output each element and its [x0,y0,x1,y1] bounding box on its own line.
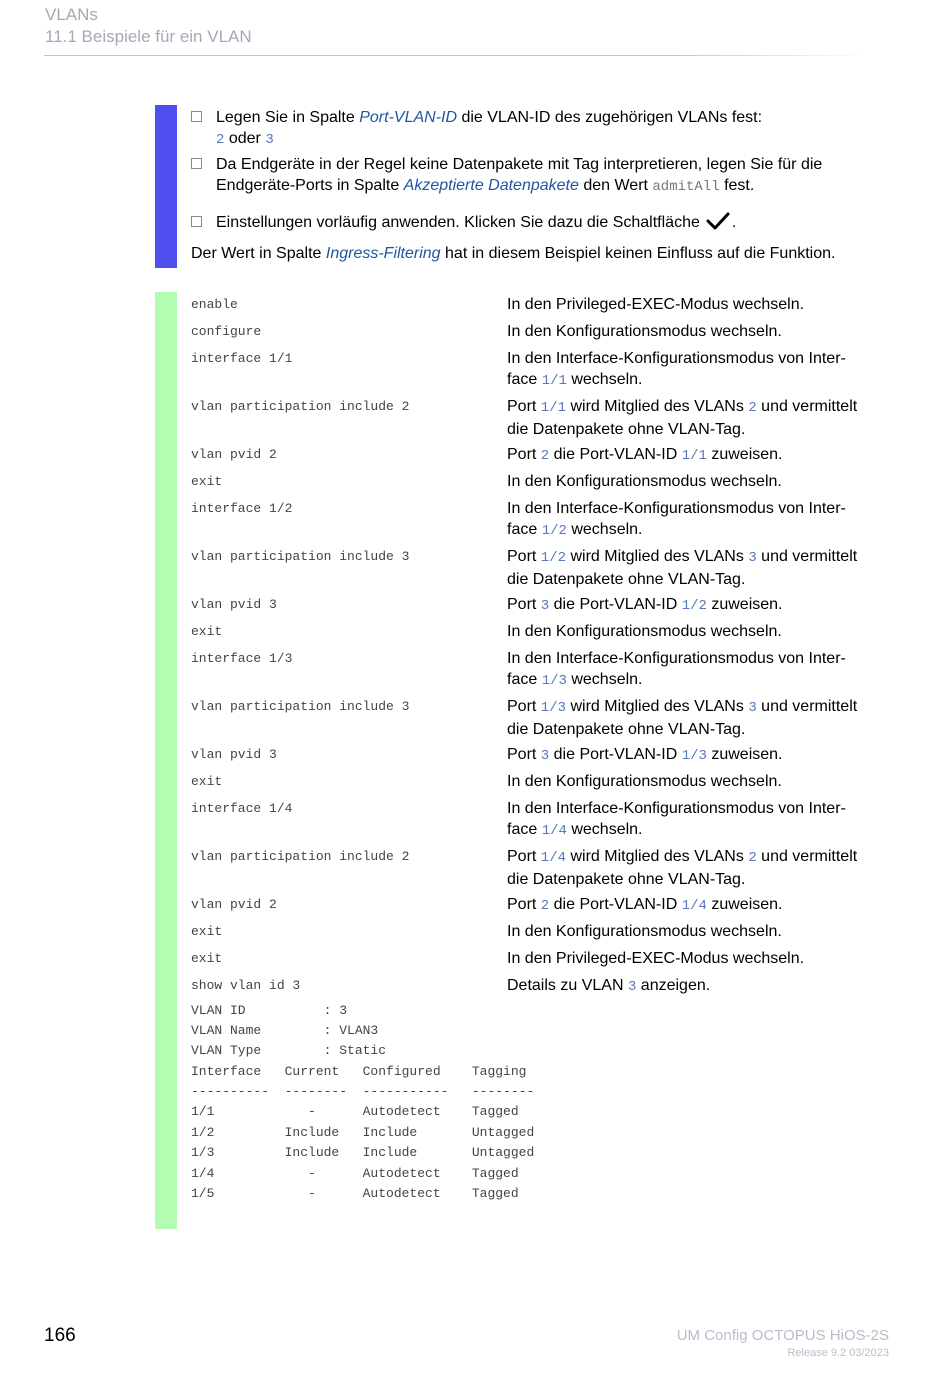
cli-description: Port 1/4 wird Mitglied des VLANs 2 und vermittelt die Datenpakete ohne VLAN-Tag. [507,848,858,888]
cli-description: In den Konfigurationsmodus wechseln. [507,473,782,490]
output-line: 1/3 Include Include Untagged [191,1145,535,1160]
cli-row [0,348,950,388]
cli-command: interface 1/4 [191,801,293,816]
output-line: Interface Current Configured Tagging [191,1064,527,1079]
instruction-bar [155,105,177,268]
cli-row [0,975,950,1015]
cli-command: show vlan id 3 [191,978,301,993]
cli-command: vlan participation include 2 [191,849,410,864]
cli-row [0,798,950,838]
cli-command: vlan pvid 3 [191,747,277,762]
cli-command: vlan participation include 3 [191,699,410,714]
release-info: Release 9.2 03/2023 [787,1347,889,1359]
cli-description: In den Privileged-EXEC-Modus wechseln. [507,950,805,967]
cli-command: vlan participation include 3 [191,549,410,564]
cli-command: exit [191,951,223,966]
cli-command: vlan pvid 3 [191,597,277,612]
field-link: Port-VLAN-ID [359,109,458,126]
cli-description: In den Konfigurationsmodus wechseln. [507,623,782,640]
cli-description: Port 3 die Port-VLAN-ID 1/2 zuweisen. [507,596,783,614]
output-line: VLAN Name : VLAN3 [191,1023,379,1038]
output-line: 1/5 - Autodetect Tagged [191,1186,519,1201]
cli-description: Port 1/1 wird Mitglied des VLANs 2 und vermittelt die Datenpakete ohne VLAN-Tag. [507,398,858,438]
cli-row [0,696,950,736]
checkbox-icon [191,158,202,169]
cli-command: enable [191,297,238,312]
cli-description: In den Konfigurationsmodus wechseln. [507,323,782,340]
cli-command: exit [191,774,223,789]
cli-description: In den Interface-Konfigurationsmodus von Inter- face 1/4 wechseln. [507,800,846,839]
note-paragraph: Der Wert in Spalte Ingress-Filtering hat in diesem Beispiel keinen Einfluss auf die Funktion. [191,245,836,262]
checkbox-icon [191,111,202,122]
cli-description: Port 3 die Port-VLAN-ID 1/3 zuweisen. [507,746,783,764]
running-header [45,4,252,48]
cli-row [0,648,950,688]
cli-description: In den Konfigurationsmodus wechseln. [507,773,782,790]
cli-description: In den Interface-Konfigurationsmodus von Inter- face 1/3 wechseln. [507,650,846,689]
field-link: Akzeptierte Datenpakete [403,177,579,194]
cli-row [0,498,950,538]
header-rule [44,55,869,56]
output-line: 1/1 - Autodetect Tagged [191,1104,519,1119]
cli-command: interface 1/2 [191,501,293,516]
output-line: ---------- -------- ----------- -------- [191,1084,535,1099]
cli-command: vlan pvid 2 [191,897,277,912]
output-line: 1/4 - Autodetect Tagged [191,1166,519,1181]
cli-command: vlan participation include 2 [191,399,410,414]
cli-description: Details zu VLAN 3 anzeigen. [507,977,711,995]
cli-row [0,396,950,436]
cli-row [0,546,950,586]
output-line: VLAN Type : Static [191,1043,387,1058]
output-line: VLAN ID : 3 [191,1003,348,1018]
document-title: UM Config OCTOPUS HiOS-2S [676,1327,889,1344]
value-code: admitAll [652,179,720,195]
page-number: 166 [44,1325,76,1346]
cli-command: exit [191,474,223,489]
cli-description: Port 1/2 wird Mitglied des VLANs 3 und vermittelt die Datenpakete ohne VLAN-Tag. [507,548,858,588]
checkbox-icon [191,216,202,227]
field-link: Ingress-Filtering [325,245,441,262]
cli-command: vlan pvid 2 [191,447,277,462]
cli-description: In den Konfigurationsmodus wechseln. [507,923,782,940]
cli-row [0,846,950,886]
cli-command: configure [191,324,262,339]
cli-description: Port 1/3 wird Mitglied des VLANs 3 und vermittelt die Datenpakete ohne VLAN-Tag. [507,698,858,738]
checkmark-icon [706,212,730,236]
cli-description: Port 2 die Port-VLAN-ID 1/4 zuweisen. [507,896,783,914]
output-line: 1/2 Include Include Untagged [191,1125,535,1140]
cli-description: In den Interface-Konfigurationsmodus von Inter- face 1/2 wechseln. [507,500,846,539]
cli-description: In den Interface-Konfigurationsmodus von Inter- face 1/1 wechseln. [507,350,846,389]
cli-description: Port 2 die Port-VLAN-ID 1/1 zuweisen. [507,446,783,464]
cli-command: exit [191,624,223,639]
cli-description: In den Privileged-EXEC-Modus wechseln. [507,296,805,313]
cli-command: interface 1/3 [191,651,293,666]
section-title: 11.1 Beispiele für ein VLAN [45,27,252,46]
chapter-title: VLANs [45,5,98,24]
cli-command: interface 1/1 [191,351,293,366]
cli-command: exit [191,924,223,939]
